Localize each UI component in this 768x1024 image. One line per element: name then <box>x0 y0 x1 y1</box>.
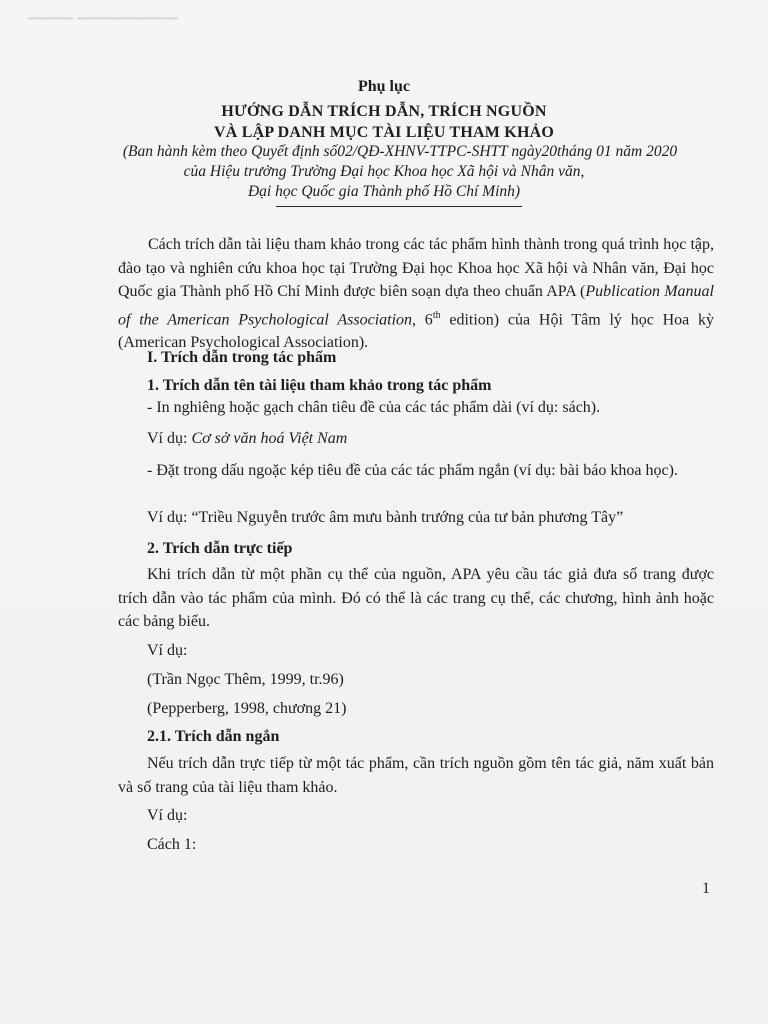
issuance-note-line2: của Hiệu trưởng Trường Đại học Khoa học Xã hội và Nhân văn, <box>183 163 585 180</box>
example-label-2: Ví dụ: <box>147 642 188 659</box>
intro-publication-title: Publication Manual of the American Psychological Association <box>118 283 714 328</box>
document-title-line2: VÀ LẬP DANH MỤC TÀI LIỆU THAM KHẢO <box>213 124 554 141</box>
issuance-note-line3: Đại học Quốc gia Thành phố Hồ Chí Minh) <box>247 183 521 200</box>
short-quote-paragraph: Nếu trích dẫn trực tiếp từ một tác phẩm, cần trích nguồn gồm tên tác giả, năm xuất bản và số trang của tài liệu tham khảo. <box>118 755 714 796</box>
example-citation-b: (Pepperberg, 1998, chương 21) <box>147 700 347 717</box>
intro-edition-number: , 6 <box>412 310 433 328</box>
example-article-title: Ví dụ: “Triều Nguyễn trước âm mưu bành trướng của tư bản phương Tây” <box>147 509 624 526</box>
document-title-line1: HƯỚNG DẪN TRÍCH DẪN, TRÍCH NGUỒN <box>221 103 547 120</box>
example-citation-a: (Trần Ngọc Thêm, 1999, tr.96) <box>147 671 344 688</box>
section-heading-1: 1. Trích dẫn tên tài liệu tham khảo trong tác phẩm <box>147 377 492 394</box>
section-heading-2: 2. Trích dẫn trực tiếp <box>147 540 293 557</box>
appendix-label: Phụ lục <box>357 78 410 95</box>
bullet-short-works <box>118 459 714 483</box>
bullet-short-works-text: - Đặt trong dấu ngoặc kép tiêu đề của các tác phẩm ngắn (ví dụ: bài báo khoa học). <box>147 462 678 479</box>
direct-quote-paragraph: Khi trích dẫn từ một phần cụ thể của nguồn, APA yêu cầu tác giả đưa số trang được trích dẫn vào tác phẩm của mình. Đó có thể là các trang cụ thể, các chương, hình ảnh hoặc các bảng biểu. <box>118 566 714 630</box>
section-heading-I: I. Trích dẫn trong tác phẩm <box>147 349 337 366</box>
page-number: 1 <box>702 880 710 897</box>
example-label: Ví dụ: <box>147 430 192 447</box>
method-label: Cách 1: <box>147 836 197 853</box>
example-book-title <box>147 430 347 448</box>
example-label-3: Ví dụ: <box>147 807 188 824</box>
bullet-long-works: - In nghiêng hoặc gạch chân tiêu đề của các tác phẩm dài (ví dụ: sách). <box>147 399 601 416</box>
intro-text-end: edition) của Hội Tâm lý học Hoa kỳ (American Psychological Association). <box>118 310 715 352</box>
example-book-name: Cơ sở văn hoá Việt Nam <box>191 430 348 447</box>
issuance-note-line1: (Ban hành kèm theo Quyết định số02/QĐ-XHNV-TTPC-SHTT ngày20tháng 01 năm 2020 <box>122 143 678 160</box>
section-heading-2-1: 2.1. Trích dẫn ngắn <box>147 728 280 745</box>
intro-edition-suffix: th <box>432 309 441 321</box>
intro-paragraph <box>118 233 714 355</box>
intro-text: Cách trích dẫn tài liệu tham khảo trong các tác phẩm hình thành trong quá trình học tập, đào tạo và nghiên cứu khoa học tại Trường Đại học Khoa học Xã hội và Nhân văn, Đại học Quốc gia Thành phố Hồ Chí Minh được biên soạn dựa theo chuẩn APA ( <box>118 236 714 300</box>
scan-bleed-through: ▁▁▁▁ ▁▁▁▁▁▁▁▁▁ <box>28 5 179 20</box>
title-divider <box>276 206 522 207</box>
